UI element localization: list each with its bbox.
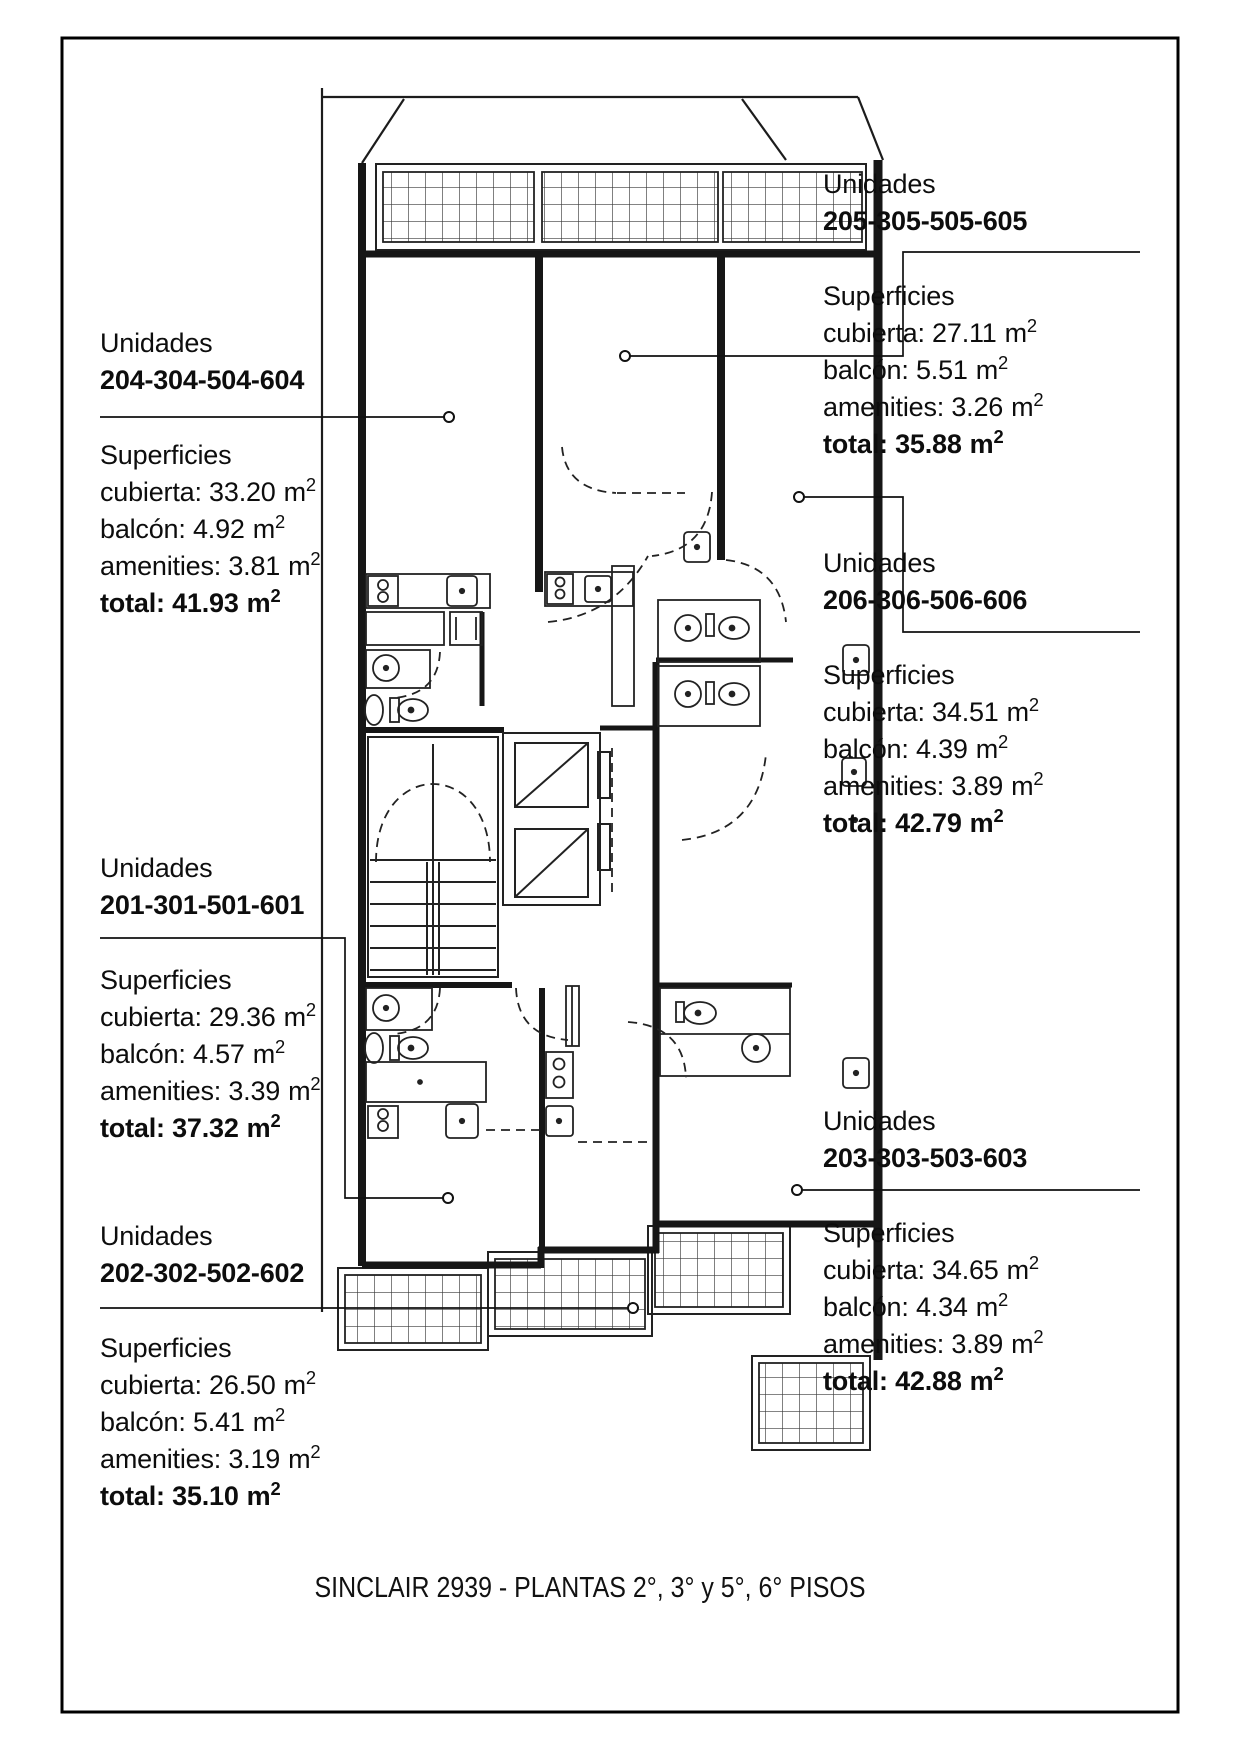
- separator-space: [100, 399, 320, 437]
- cubierta-line: cubierta: 33.20 $m^2$: [100, 474, 316, 507]
- elevators: [503, 733, 610, 905]
- unidades-label: Unidades: [823, 169, 936, 199]
- separator-space: [823, 619, 1043, 657]
- total-line: total: 42.79 $m^2$: [823, 805, 1004, 838]
- superficies-label: Superficies: [100, 440, 232, 470]
- separator-space: [823, 240, 1043, 278]
- amenities-line: amenities: 3.89 $m^2$: [823, 1326, 1044, 1359]
- stairs: [368, 737, 498, 977]
- unit-numbers: 204-304-504-604: [100, 365, 305, 395]
- total-line: total: 35.88 $m^2$: [823, 426, 1004, 459]
- total-line: total: 42.88 $m^2$: [823, 1363, 1004, 1396]
- unit-numbers: 206-306-506-606: [823, 585, 1028, 615]
- unit-annotation-204: [100, 325, 320, 622]
- balconies: [338, 164, 870, 1450]
- unidades-label: Unidades: [100, 328, 213, 358]
- superficies-label: Superficies: [823, 281, 955, 311]
- total-line: total: 37.32 $m^2$: [100, 1110, 281, 1143]
- walls: [360, 160, 879, 1360]
- cubierta-line: cubierta: 34.51 $m^2$: [823, 694, 1039, 727]
- amenities-line: amenities: 3.89 $m^2$: [823, 768, 1044, 801]
- unit-numbers: 205-305-505-605: [823, 206, 1028, 236]
- sheet-title: SINCLAIR 2939 - PLANTAS 2°, 3° y 5°, 6° PISOS: [314, 1572, 866, 1604]
- amenities-line: amenities: 3.26 $m^2$: [823, 389, 1044, 422]
- amenities-line: amenities: 3.81 $m^2$: [100, 548, 321, 581]
- balcon-line: balcón: 4.92 $m^2$: [100, 511, 286, 544]
- unidades-label: Unidades: [823, 1106, 936, 1136]
- balcon-line: balcón: 5.41 $m^2$: [100, 1404, 286, 1437]
- unit-annotation-203: [823, 1103, 1043, 1400]
- balcon-line: balcón: 4.34 $m^2$: [823, 1289, 1009, 1322]
- unit-annotation-205: [823, 166, 1043, 463]
- unit-numbers: 203-303-503-603: [823, 1143, 1028, 1173]
- separator-space: [823, 1177, 1043, 1215]
- amenities-line: amenities: 3.19 $m^2$: [100, 1441, 321, 1474]
- balcon-line: balcón: 4.39 $m^2$: [823, 731, 1009, 764]
- unit-annotation-201: [100, 850, 320, 1147]
- unit-numbers: 202-302-502-602: [100, 1258, 305, 1288]
- unit-numbers: 201-301-501-601: [100, 890, 305, 920]
- cubierta-line: cubierta: 26.50 $m^2$: [100, 1367, 316, 1400]
- balcon-line: balcón: 5.51 $m^2$: [823, 352, 1009, 385]
- unit-annotation-202: [100, 1218, 320, 1515]
- balcon-line: balcón: 4.57 $m^2$: [100, 1036, 286, 1069]
- superficies-label: Superficies: [823, 1218, 955, 1248]
- separator-space: [100, 1292, 320, 1330]
- unidades-label: Unidades: [100, 853, 213, 883]
- total-line: total: 41.93 $m^2$: [100, 585, 281, 618]
- unidades-label: Unidades: [823, 548, 936, 578]
- cubierta-line: cubierta: 34.65 $m^2$: [823, 1252, 1039, 1285]
- superficies-label: Superficies: [823, 660, 955, 690]
- unit-annotation-206: [823, 545, 1043, 842]
- cubierta-line: cubierta: 27.11 $m^2$: [823, 315, 1037, 348]
- superficies-label: Superficies: [100, 965, 232, 995]
- total-line: total: 35.10 $m^2$: [100, 1478, 281, 1511]
- superficies-label: Superficies: [100, 1333, 232, 1363]
- amenities-line: amenities: 3.39 $m^2$: [100, 1073, 321, 1106]
- separator-space: [100, 924, 320, 962]
- unidades-label: Unidades: [100, 1221, 213, 1251]
- cubierta-line: cubierta: 29.36 $m^2$: [100, 999, 316, 1032]
- fixtures: [365, 532, 869, 1138]
